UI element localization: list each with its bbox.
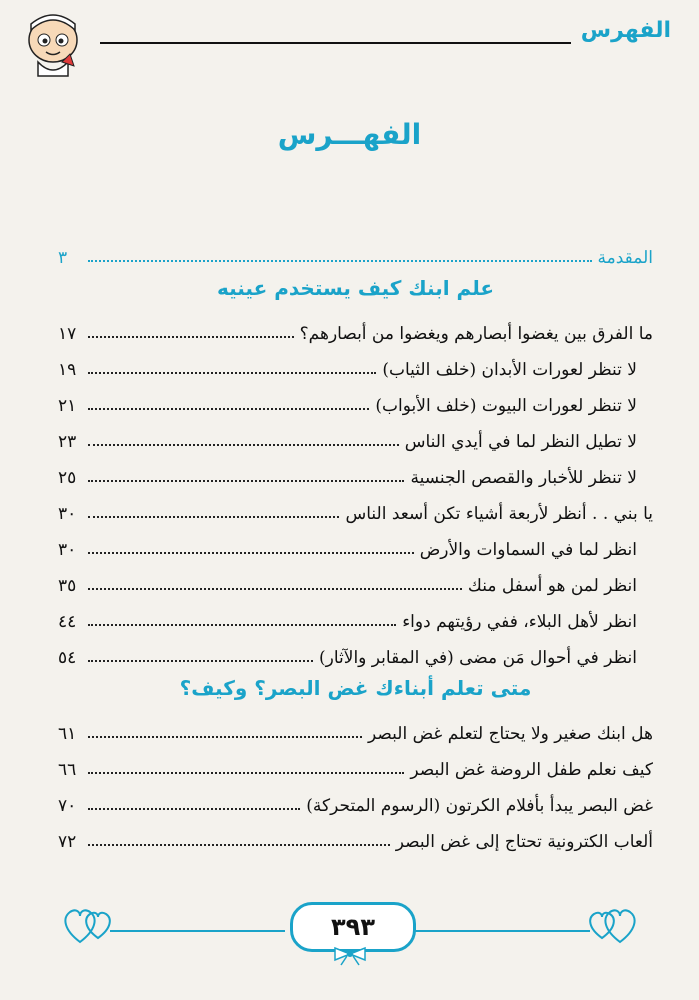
toc-page-number: ١٩ <box>58 360 77 380</box>
toc-row[interactable] <box>58 344 653 380</box>
section-heading: متى تعلم أبناءك غض البصر؟ وكيف؟ <box>179 676 532 700</box>
table-of-contents <box>58 232 653 852</box>
toc-entry-title: لا تنظر لعورات الأبدان (خلف الثياب) <box>382 360 637 380</box>
toc-entry-title: انظر في أحوال مَن مضى (في المقابر والآثار) <box>319 648 637 668</box>
page-footer <box>0 888 699 968</box>
dot-leader <box>88 660 313 662</box>
toc-page-number: ٥٤ <box>58 648 77 668</box>
toc-page-number: ٣٥ <box>58 576 77 596</box>
toc-intro-row[interactable] <box>58 232 653 268</box>
dot-leader <box>88 260 592 262</box>
toc-entry-title: ألعاب الكترونية تحتاج إلى غض البصر <box>395 832 653 852</box>
toc-row[interactable] <box>58 488 653 524</box>
ribbon-bow-icon <box>325 946 375 966</box>
toc-row[interactable] <box>58 524 653 560</box>
toc-page-number: ٢١ <box>58 396 77 416</box>
toc-row[interactable] <box>58 744 653 780</box>
boy-mascot-icon <box>18 8 88 78</box>
dot-leader <box>88 480 404 482</box>
toc-entry-title: انظر لما في السماوات والأرض <box>419 540 637 560</box>
running-title: الفهرس <box>580 18 671 43</box>
toc-entry-title: لا تنظر لعورات البيوت (خلف الأبواب) <box>375 396 637 416</box>
toc-entry-title: غض البصر يبدأ بأفلام الكرتون (الرسوم المتحركة) <box>306 796 653 816</box>
double-heart-icon <box>60 898 120 948</box>
toc-page-number: ٢٣ <box>58 432 77 452</box>
dot-leader <box>88 516 339 518</box>
toc-row[interactable] <box>58 380 653 416</box>
dot-leader <box>88 552 414 554</box>
toc-row[interactable] <box>58 560 653 596</box>
toc-row[interactable] <box>58 816 653 852</box>
dot-leader <box>88 588 462 590</box>
toc-page-number: ٤٤ <box>58 612 77 632</box>
page-number: ٣٩٣ <box>290 902 416 952</box>
dot-leader <box>88 808 300 810</box>
dot-leader <box>88 444 399 446</box>
dot-leader <box>88 624 396 626</box>
toc-page-number: ٣٠ <box>58 504 77 524</box>
section-heading: علم ابنك كيف يستخدم عينيه <box>216 276 495 300</box>
toc-page-number: ٣٠ <box>58 540 77 560</box>
toc-page-number: ٦١ <box>58 724 77 744</box>
toc-page-number: ٢٥ <box>58 468 77 488</box>
dot-leader <box>88 372 376 374</box>
toc-entry-title: ما الفرق بين يغضوا أبصارهم ويغضوا من أبصارهم؟ <box>299 324 653 344</box>
toc-row[interactable] <box>58 596 653 632</box>
dot-leader <box>88 736 362 738</box>
page-title: الفهـــرس <box>277 118 422 151</box>
toc-page-number: ٣ <box>58 248 68 268</box>
toc-page-number: ٦٦ <box>58 760 77 780</box>
toc-row[interactable] <box>58 452 653 488</box>
header-rule <box>100 42 571 44</box>
toc-row[interactable] <box>58 308 653 344</box>
toc-page-number: ٧٢ <box>58 832 77 852</box>
dot-leader <box>88 408 369 410</box>
footer-rule-left <box>110 930 285 932</box>
toc-entry-title: انظر لأهل البلاء، ففي رؤيتهم دواء <box>402 612 637 632</box>
toc-row[interactable] <box>58 708 653 744</box>
toc-row[interactable] <box>58 632 653 668</box>
toc-entry-title: كيف نعلم طفل الروضة غض البصر <box>410 760 653 780</box>
toc-page-number: ١٧ <box>58 324 77 344</box>
toc-page-number: ٧٠ <box>58 796 77 816</box>
toc-entry-title: انظر لمن هو أسفل منك <box>467 576 637 596</box>
dot-leader <box>88 844 390 846</box>
toc-entry-title: يا بني . . أنظر لأربعة أشياء تكن أسعد الناس <box>345 504 653 524</box>
toc-row[interactable] <box>58 780 653 816</box>
dot-leader <box>88 336 294 338</box>
double-heart-icon <box>580 898 640 948</box>
toc-entry-title: لا تطيل النظر لما في أيدي الناس <box>404 432 637 452</box>
footer-rule-right <box>415 930 590 932</box>
toc-entry-title: المقدمة <box>597 248 653 268</box>
toc-entry-title: هل ابنك صغير ولا يحتاج لتعلم غض البصر <box>368 724 653 744</box>
page-header <box>0 0 699 90</box>
dot-leader <box>88 772 404 774</box>
toc-row[interactable] <box>58 416 653 452</box>
toc-entry-title: لا تنظر للأخبار والقصص الجنسية <box>410 468 637 488</box>
